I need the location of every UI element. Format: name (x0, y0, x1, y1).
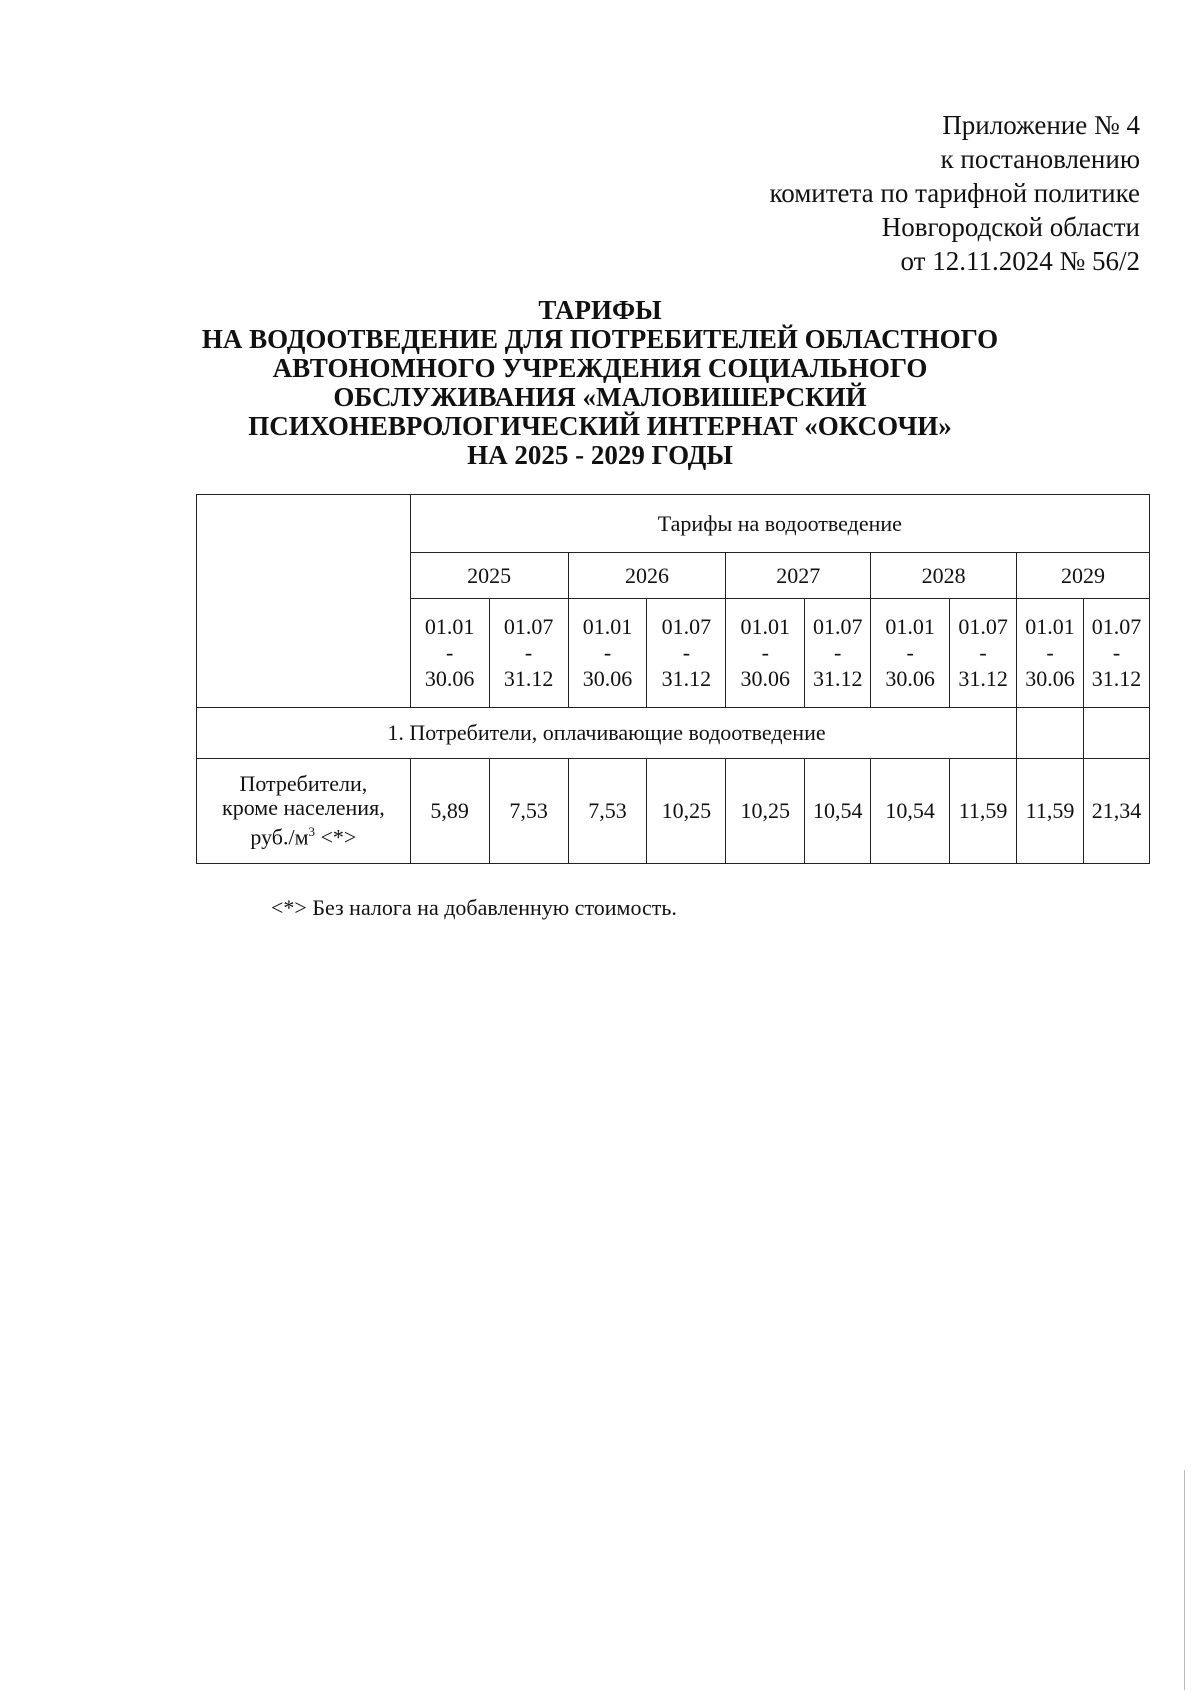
empty-cell (1083, 708, 1149, 759)
appendix-committee: комитета по тарифной политике (769, 178, 1140, 208)
period-header: 01.01 - 30.06 (871, 599, 950, 708)
year-header: 2029 (1017, 553, 1150, 599)
tariff-value: 10,54 (871, 759, 950, 864)
period-header: 01.01 - 30.06 (726, 599, 805, 708)
tariff-value: 5,89 (410, 759, 489, 864)
tariff-value: 11,59 (1017, 759, 1084, 864)
row-label: Потребители, кроме населения, $руб./м^3$ <*> (197, 759, 411, 864)
title-line: НА 2025 - 2029 ГОДЫ (467, 440, 733, 470)
period-header: 01.07 - 31.12 (950, 599, 1017, 708)
period-header: 01.07 - 31.12 (1083, 599, 1149, 708)
section-header: 1. Потребители, оплачивающие водоотведение (197, 708, 1017, 759)
title-line: ТАРИФЫ (538, 295, 662, 325)
appendix-ref: к постановлению (940, 144, 1140, 174)
tariff-value: 10,25 (726, 759, 805, 864)
period-header: 01.07 - 31.12 (489, 599, 568, 708)
tariff-value: 11,59 (950, 759, 1017, 864)
tariff-value: 7,53 (568, 759, 647, 864)
period-header: 01.01 - 30.06 (410, 599, 489, 708)
period-header: 01.01 - 30.06 (568, 599, 647, 708)
period-header: 01.07 - 31.12 (647, 599, 726, 708)
group-header: Тарифы на водоотведение (410, 495, 1149, 553)
year-header: 2027 (726, 553, 871, 599)
appendix-date: от 12.11.2024 № 56/2 (900, 246, 1140, 276)
title-line: ОБСЛУЖИВАНИЯ «МАЛОВИШЕРСКИЙ (333, 382, 867, 412)
tariffs-table (196, 494, 1150, 864)
year-header: 2026 (568, 553, 726, 599)
tariff-value: 10,54 (805, 759, 871, 864)
title-line: НА ВОДООТВЕДЕНИЕ ДЛЯ ПОТРЕБИТЕЛЕЙ ОБЛАСТНОГО (201, 324, 999, 354)
tariff-value: 10,25 (647, 759, 726, 864)
tariff-value: 21,34 (1083, 759, 1149, 864)
empty-cell (1017, 708, 1084, 759)
appendix-region: Новгородской области (881, 212, 1140, 242)
footnote: <*> Без налога на добавленную стоимость. (271, 895, 677, 920)
period-header: 01.07 - 31.12 (805, 599, 871, 708)
document-title (150, 296, 1050, 470)
year-header: 2028 (871, 553, 1017, 599)
scan-edge-line (1184, 1470, 1185, 1690)
appendix-number: Приложение № 4 (942, 110, 1140, 140)
appendix-block (769, 108, 1140, 278)
tariff-value: 7,53 (489, 759, 568, 864)
title-line: АВТОНОМНОГО УЧРЕЖДЕНИЯ СОЦИАЛЬНОГО (272, 353, 928, 383)
header-empty-cell (197, 495, 411, 708)
title-line: ПСИХОНЕВРОЛОГИЧЕСКИЙ ИНТЕРНАТ «ОКСОЧИ» (248, 411, 952, 441)
year-header: 2025 (410, 553, 568, 599)
period-header: 01.01 - 30.06 (1017, 599, 1084, 708)
